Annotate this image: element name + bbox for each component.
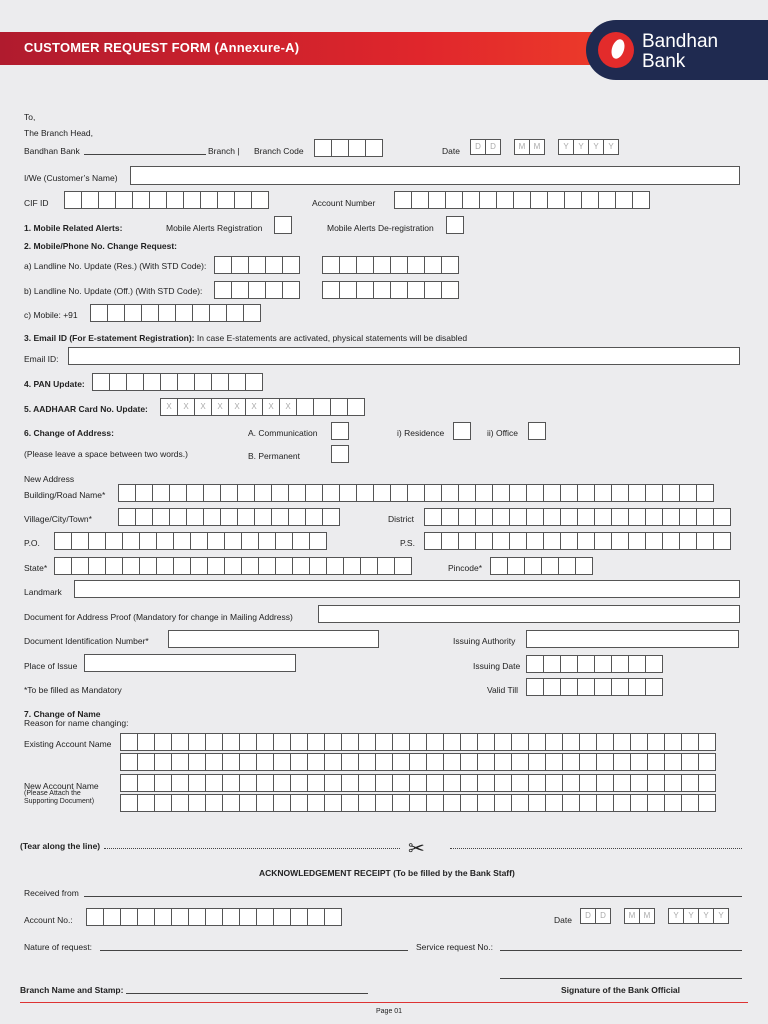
signature-label: Signature of the Bank Official [561, 985, 681, 995]
building-label: Building/Road Name* [24, 490, 106, 500]
communication-label: A. Communication [248, 428, 318, 438]
landline-off-number-boxes[interactable] [322, 281, 458, 299]
place-issue-label: Place of Issue [24, 661, 78, 671]
date-boxes-dd[interactable]: D D [470, 139, 500, 155]
cif-label: CIF ID [24, 198, 49, 208]
account-number-boxes[interactable] [394, 191, 649, 209]
ps-label: P.S. [400, 538, 415, 548]
nature-label: Nature of request: [24, 942, 93, 952]
mobile-reg-checkbox[interactable] [274, 216, 291, 234]
s7-reason: Reason for name changing: [24, 718, 129, 728]
landline-res-number-boxes[interactable] [322, 256, 458, 274]
signature-line[interactable] [500, 978, 742, 979]
branch-name-line[interactable] [84, 154, 206, 155]
district-label: District [388, 514, 414, 524]
bandhan-bank-label: Bandhan Bank [24, 146, 80, 156]
mobile-reg-label: Mobile Alerts Registration [166, 223, 263, 233]
s2-title: 2. Mobile/Phone No. Change Request: [24, 241, 178, 251]
existing-name-boxes-row2[interactable] [120, 753, 715, 771]
tear-dotline-left [104, 848, 400, 849]
received-from-line[interactable] [84, 896, 742, 897]
landmark-label: Landmark [24, 587, 62, 597]
po-boxes[interactable] [54, 532, 326, 550]
landline-off-std-boxes[interactable] [214, 281, 299, 299]
nature-line[interactable] [100, 950, 408, 951]
email-label: Email ID: [24, 354, 59, 364]
issuing-date-label: Issuing Date [473, 661, 521, 671]
place-issue-field[interactable] [84, 654, 296, 672]
existing-name-boxes-row1[interactable] [120, 733, 715, 751]
ps-boxes[interactable] [424, 532, 730, 550]
ack-date-boxes-mm[interactable]: M M [624, 908, 654, 924]
building-boxes[interactable] [118, 484, 713, 502]
existing-name-label: Existing Account Name [24, 739, 112, 749]
branch-code-boxes[interactable] [314, 139, 382, 157]
ack-account-boxes[interactable] [86, 908, 341, 926]
account-number-label: Account Number [312, 198, 376, 208]
permanent-checkbox[interactable] [331, 445, 348, 463]
ack-date-boxes-yyyy[interactable]: Y Y Y Y [668, 908, 728, 924]
date-label: Date [442, 146, 460, 156]
new-name-label: New Account Name [24, 781, 99, 791]
office-checkbox[interactable] [528, 422, 545, 440]
ack-account-label: Account No.: [24, 915, 73, 925]
office-label: ii) Office [487, 428, 519, 438]
s1-title: 1. Mobile Related Alerts: [24, 223, 123, 233]
issuing-date-boxes[interactable] [526, 655, 662, 673]
mandatory-note: *To be filled as Mandatory [24, 685, 122, 695]
doc-id-field[interactable] [168, 630, 379, 648]
state-label: State* [24, 563, 48, 573]
customer-name-field[interactable] [130, 166, 740, 185]
landline-off-label: b) Landline No. Update (Off.) (With STD Code): [24, 286, 203, 296]
cif-boxes[interactable] [64, 191, 268, 209]
residence-checkbox[interactable] [453, 422, 470, 440]
to-label: To, [24, 112, 36, 122]
valid-till-label: Valid Till [487, 685, 519, 695]
village-label: Village/City/Town* [24, 514, 92, 524]
doc-proof-field[interactable] [318, 605, 740, 623]
village-boxes[interactable] [118, 508, 339, 526]
landmark-field[interactable] [74, 580, 740, 598]
ack-title: ACKNOWLEDGEMENT RECEIPT (To be filled by the Bank Staff) [259, 868, 515, 878]
s3-note: In case E-statements are activated, physical statements will be disabled [194, 333, 468, 343]
mobile-label: c) Mobile: +91 [24, 310, 78, 320]
issuing-authority-field[interactable] [526, 630, 739, 648]
attach-note: (Please Attach the [24, 790, 81, 797]
s7-title: 7. Change of Name [24, 709, 101, 719]
doc-id-label: Document Identification Number* [24, 636, 149, 646]
s3-title: 3. Email ID (For E-statement Registration): [24, 333, 195, 343]
mobile-dereg-checkbox[interactable] [446, 216, 463, 234]
permanent-label: B. Permanent [248, 451, 300, 461]
tear-dotline-right [450, 848, 742, 849]
logo-text-bank: Bank [642, 51, 686, 72]
communication-checkbox[interactable] [331, 422, 348, 440]
branch-code-label: Branch Code [254, 146, 304, 156]
new-name-boxes-row2[interactable] [120, 794, 715, 812]
pincode-label: Pincode* [448, 563, 483, 573]
form-title: CUSTOMER REQUEST FORM (Annexure-A) [24, 40, 300, 55]
mobile-number-boxes[interactable] [90, 304, 260, 322]
s4-title: 4. PAN Update: [24, 379, 85, 389]
s6-hint: (Please leave a space between two words.) [24, 449, 188, 459]
residence-label: i) Residence [397, 428, 445, 438]
branch-label: Branch | [208, 146, 240, 156]
scissors-icon: ✂ [408, 838, 425, 860]
valid-till-boxes[interactable] [526, 678, 662, 696]
new-address-label: New Address [24, 474, 75, 484]
aadhaar-boxes[interactable]: X X X X X X X X [160, 398, 364, 416]
ack-date-label: Date [554, 915, 572, 925]
service-label: Service request No.: [416, 942, 494, 952]
date-boxes-yyyy[interactable]: Y Y Y Y [558, 139, 618, 155]
landline-res-label: a) Landline No. Update (Res.) (With STD Code): [24, 261, 207, 271]
logo-text-bandhan: Bandhan [642, 31, 719, 52]
email-field[interactable] [68, 347, 740, 365]
issuing-authority-label: Issuing Authority [453, 636, 516, 646]
state-boxes[interactable] [54, 557, 411, 575]
pincode-boxes[interactable] [490, 557, 592, 575]
branch-stamp-label: Branch Name and Stamp: [20, 985, 124, 995]
po-label: P.O. [24, 538, 40, 548]
s3-row [24, 333, 467, 343]
district-boxes[interactable] [424, 508, 730, 526]
service-line[interactable] [500, 950, 742, 951]
new-name-boxes-row1[interactable] [120, 774, 715, 792]
footer-divider [20, 1002, 748, 1003]
s6-title: 6. Change of Address: [24, 428, 114, 438]
customer-name-label: I/We (Customer’s Name) [24, 173, 118, 183]
doc-proof-label: Document for Address Proof (Mandatory for change in Mailing Address) [24, 612, 293, 622]
page-number: Page 01 [376, 1008, 403, 1015]
date-boxes-mm[interactable]: M M [514, 139, 544, 155]
landline-res-std-boxes[interactable] [214, 256, 299, 274]
branch-stamp-line[interactable] [126, 993, 368, 994]
received-from-label: Received from [24, 888, 79, 898]
supporting-note: Supporting Document) [24, 798, 95, 805]
s5-title: 5. AADHAAR Card No. Update: [24, 404, 148, 414]
pan-boxes[interactable] [92, 373, 262, 391]
mobile-dereg-label: Mobile Alerts De-registration [327, 223, 434, 233]
tear-label: (Tear along the line) [20, 841, 101, 851]
ack-date-boxes-dd[interactable]: D D [580, 908, 610, 924]
branch-head-label: The Branch Head, [24, 128, 93, 138]
